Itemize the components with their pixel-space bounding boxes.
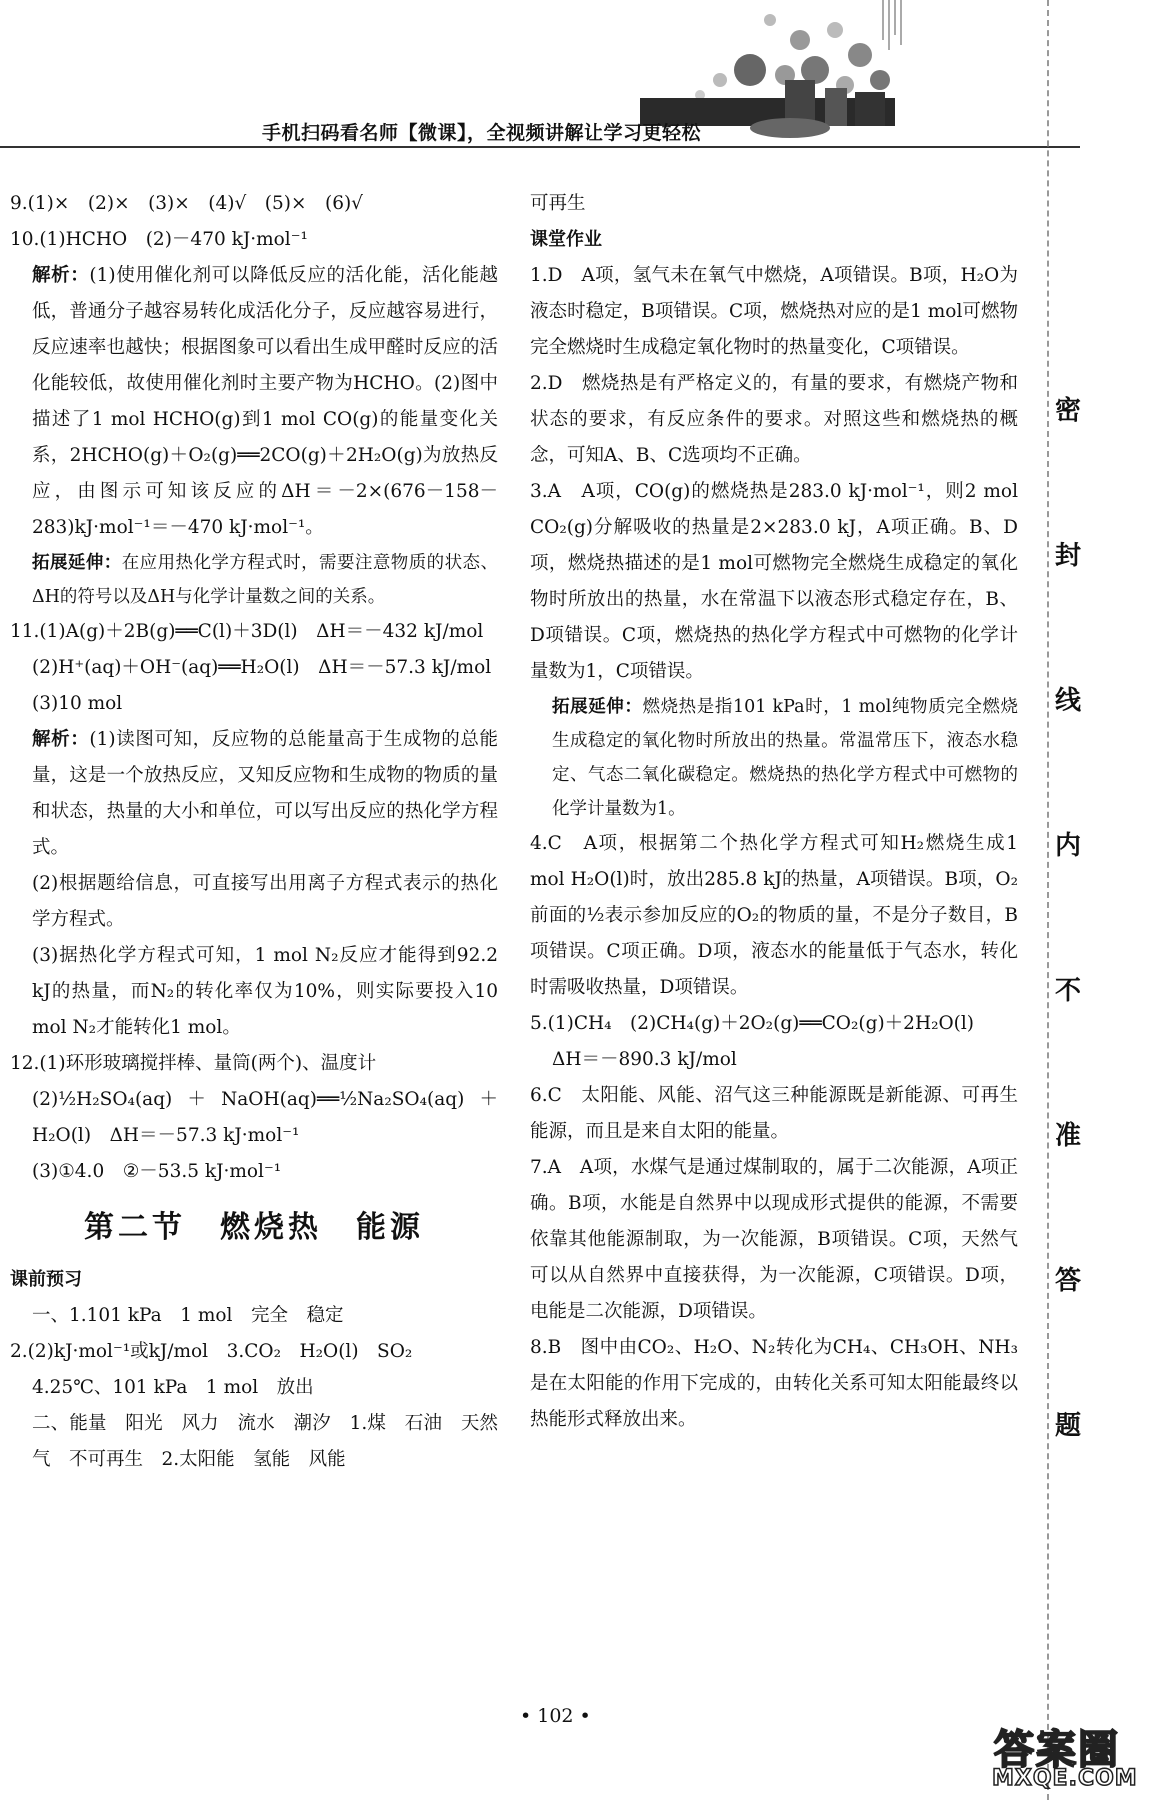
item-text: 7.A A项，水煤气是通过煤制取的，属于二次能源，A项正确。B项，水能是自然界中以现成形式提供的能源，不需要依靠其他能源制取，为一次能源，B项错误。C项，天然气可以从自然界中直接获得，为一次能源，C项错误。D项，电能是二次能源，D项错误。 [530,1157,1018,1322]
item-text: 11.(1)A(g)＋2B(g)══C(l)＋3D(l) ΔH＝－432 kJ/mol [10,621,484,642]
answer-item [530,1078,1018,1150]
left-column [10,186,504,1478]
right-continuation-text: 可再生 [530,193,586,214]
answer-item [10,258,498,546]
classwork-answer-list [530,258,1024,1438]
watermark-en: MXQE.COM [992,1766,1138,1791]
answer-item [530,1150,1018,1330]
binding-char: 封 [1055,541,1082,571]
answer-item [10,722,498,866]
item-text: (2)H⁺(aq)＋OH⁻(aq)══H₂O(l) ΔH＝－57.3 kJ/mol [32,657,492,678]
item-text: 10.(1)HCHO (2)－470 kJ·mol⁻¹ [10,229,308,250]
answer-item [10,546,498,614]
preview-item [10,1334,498,1370]
answer-item [10,686,498,722]
section-title: 第二节 燃烧热 能源 [84,1210,424,1245]
item-label: 拓展延伸： [552,697,643,717]
preview-item [10,1298,498,1334]
answer-item [530,1006,1018,1042]
right-column [530,186,1024,1438]
left-answer-list [10,186,504,1190]
binding-char: 密 [1055,396,1082,426]
answer-item [530,474,1024,690]
item-text: 6.C 太阳能、风能、沼气这三种能源既是新能源、可再生能源，而且是来自太阳的能量。 [530,1085,1018,1142]
item-text: 燃烧热是指101 kPa时，1 mol纯物质完全燃烧生成稳定的氧化物时所放出的热量。常温常压下，液态水稳定、气态二氧化碳稳定。燃烧热的热化学方程式中可燃物的化学计量数为1。 [552,697,1019,819]
answer-item [10,866,498,938]
item-label: 拓展延伸： [32,553,122,573]
item-text: 4.C A项，根据第二个热化学方程式可知H₂燃烧生成1 mol H₂O(l)时，放出285.8 kJ的热量，A项错误。B项，O₂前面的½表示参加反应的O₂的物质的量，不是分子数目，B项错误。C项正确。D项，液态水的能量低于气态水，转化时需吸收热量，D项错误。 [530,833,1024,998]
item-text: 一、1.101 kPa 1 mol 完全 稳定 [32,1305,344,1326]
answer-item [10,186,498,222]
answer-item [10,614,498,650]
item-text: ΔH＝－890.3 kJ/mol [552,1049,737,1070]
item-text: 在应用热化学方程式时，需要注意物质的状态、ΔH的符号以及ΔH与化学计量数之间的关系。 [32,553,499,607]
binding-char: 准 [1055,1121,1082,1151]
item-text: 4.25℃、101 kPa 1 mol 放出 [32,1377,314,1398]
item-label: 解析： [32,729,90,750]
binding-line [1047,0,1049,1800]
answer-item [10,1154,498,1190]
item-text: (3)10 mol [32,693,123,714]
item-text: 2.(2)kJ·mol⁻¹或kJ/mol 3.CO₂ H₂O(l) SO₂ [10,1341,413,1362]
header-decoration-bars [880,0,920,60]
item-text: (3)①4.0 ②－53.5 kJ·mol⁻¹ [32,1161,282,1182]
item-text: (1)使用催化剂可以降低反应的活化能，活化能越低，普通分子越容易转化成活化分子，反应越容易进行，反应速率也越快；根据图象可以看出生成甲醛时反应的活化能较低，故使用催化剂时主要产物为HCHO。(2)图中描述了1 mol HCHO(g)到1 mol CO(g)的能量变化关系，2HCHO(g)＋O₂(g)══2CO(g)＋2H₂O(g)为放热反应，由图示可知该反应的ΔH＝－2×(676－158－283)kJ·mol⁻¹＝－470 kJ·mol⁻¹。 [32,265,498,538]
watermark-cn: 答案圈 [994,1727,1120,1773]
item-text: 12.(1)环形玻璃搅拌棒、量筒(两个)、温度计 [10,1053,377,1074]
item-text: 8.B 图中由CO₂、H₂O、N₂转化为CH₄、CH₃OH、NH₃是在太阳能的作用下完成的，由转化关系可知太阳能最终以热能形式释放出来。 [530,1337,1018,1430]
answer-item [530,258,1018,366]
binding-char: 题 [1055,1411,1082,1441]
item-text: (2)根据题给信息，可直接写出用离子方程式表示的热化学方程式。 [32,873,498,930]
binding-char: 线 [1055,686,1082,716]
watermark-logo [990,1718,1155,1793]
answer-item [10,1046,498,1082]
item-text: 5.(1)CH₄ (2)CH₄(g)＋2O₂(g)══CO₂(g)＋2H₂O(l) [530,1013,975,1034]
classwork-heading: 课堂作业 [530,229,602,250]
preview-heading: 课前预习 [10,1269,82,1290]
item-text: (3)据热化学方程式可知，1 mol N₂反应才能得到92.2 kJ的热量，而N₂的转化率仅为10%，则实际要投入10 mol N₂才能转化1 mol。 [32,945,504,1038]
answer-item [10,650,498,686]
preview-answer-list [10,1298,498,1478]
item-text: 3.A A项，CO(g)的燃烧热是283.0 kJ·mol⁻¹，则2 mol CO₂(g)分解吸收的热量是2×283.0 kJ，A项正确。B、D项，燃烧热描述的是1 mol可燃物完全燃烧生成稳定的氧化物时所放出的热量，水在常温下以液态形式稳定存在，B、D项错误。C项，燃烧热的热化学方程式中可燃物的化学计量数为1，C项错误。 [530,481,1024,682]
preview-item [10,1406,498,1478]
answer-item [530,1330,1018,1438]
item-text: 2.D 燃烧热是有严格定义的，有量的要求，有燃烧产物和状态的要求，有反应条件的要求。对照这些和燃烧热的概念，可知A、B、C选项均不正确。 [530,373,1018,466]
answer-item [530,366,1018,474]
binding-margin-text [1055,390,1085,1550]
answer-item [530,1042,1018,1078]
binding-char: 不 [1055,976,1082,1006]
item-text: 1.D A项，氢气未在氧气中燃烧，A项错误。B项，H₂O为液态时稳定，B项错误。C项，燃烧热对应的是1 mol可燃物完全燃烧时生成稳定氧化物时的热量变化，C项错误。 [530,265,1018,358]
binding-char: 内 [1055,831,1082,861]
item-text: (2)½H₂SO₄(aq)＋NaOH(aq)══½Na₂SO₄(aq)＋H₂O(l) ΔH＝－57.3 kJ·mol⁻¹ [32,1089,498,1146]
item-text: 二、能量 阳光 风力 流水 潮汐 1.煤 石油 天然气 不可再生 2.太阳能 氢能 风能 [32,1413,498,1470]
binding-char: 答 [1055,1266,1082,1296]
answer-item [10,1082,498,1154]
header-rule [0,146,1080,148]
answer-item [530,690,1018,826]
item-text: 9.(1)× (2)× (3)× (4)√ (5)× (6)√ [10,193,363,214]
page-number: • 102 • [520,1705,591,1727]
header-slogan: 手机扫码看名师【微课】，全视频讲解让学习更轻松 [262,122,702,144]
item-label: 解析： [32,265,90,286]
preview-item [10,1370,498,1406]
answer-item [10,938,504,1046]
answer-item [530,826,1024,1006]
page-header [0,0,1170,160]
answer-item [10,222,498,258]
item-text: (1)读图可知，反应物的总能量高于生成物的总能量，这是一个放热反应，又知反应物和生成物的物质的量和状态，热量的大小和单位，可以写出反应的热化学方程式。 [32,729,498,858]
